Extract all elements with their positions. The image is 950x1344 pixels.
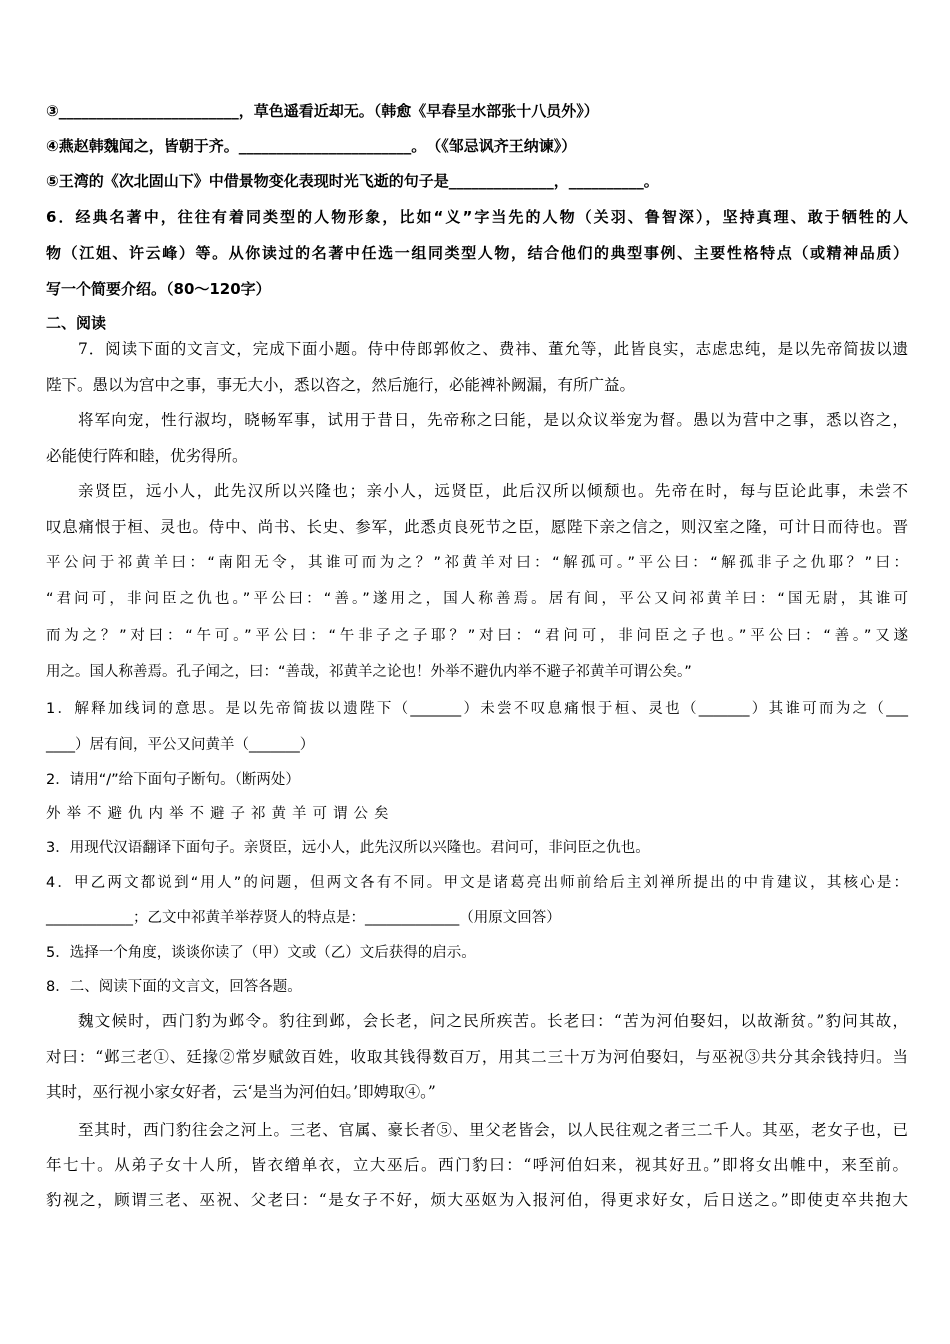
passage-7-line-10: 用之。国人称善焉。孔子闻之，曰：“善哉，祁黄羊之论也！外举不避仇内举不避子祁黄羊可谓公矣。”: [46, 664, 692, 680]
passage-8-line-2: 对曰：“邺三老①、廷掾②常岁赋敛百姓，收取其钱得数百万，用其二三十万为河伯娶妇，与巫祝③共分其余钱持归。当: [46, 1048, 908, 1066]
passage-7-line-1: 7．阅读下面的文言文，完成下面小题。侍中侍郎郭攸之、费祎、董允等，此皆良实，志虑忠纯，是以先帝简拔以遗: [78, 340, 908, 358]
passage-7-line-5: 亲贤臣，远小人，此先汉所以兴隆也；亲小人，远贤臣，此后汉所以倾颓也。先帝在时，每与臣论此事，未尝不: [78, 482, 908, 500]
question-7-1-line-2: ____）居有间，平公又问黄羊（_______）: [46, 737, 315, 753]
question-7-2-sentence: 外举不避仇内举不避子祁黄羊可谓公矣: [46, 806, 395, 822]
passage-7-line-2: 陛下。愚以为宫中之事，事无大小，悉以咨之，然后施行，必能裨补阙漏，有所广益。: [46, 376, 636, 394]
question-7-3: 3．用现代汉语翻译下面句子。亲贤臣，远小人，此先汉所以兴隆也。君问可，非问臣之仇也。: [46, 840, 650, 856]
passage-7-line-4: 必能使行阵和睦，优劣得所。: [46, 447, 248, 465]
fill-blank-5: ⑤王湾的《次北固山下》中借景物变化表现时光飞逝的句子是______________，__________。: [46, 172, 659, 190]
passage-7-line-6: 叹息痛恨于桓、灵也。侍中、尚书、长史、参军，此悉贞良死节之臣，愿陛下亲之信之，则汉室之隆，可计日而待也。晋: [46, 518, 908, 536]
passage-8-line-4: 至其时，西门豹往会之河上。三老、官属、豪长者⑤、里父老皆会，以人民往观之者三二千人。其巫，老女子也，已: [78, 1121, 908, 1139]
fill-blank-3: ③________________________，草色遥看近却无。（韩愈《早春呈水部张十八员外》）: [46, 102, 599, 120]
passage-7-line-3: 将军向宠，性行淑均，晓畅军事，试用于昔日，先帝称之曰能，是以众议举宠为督。愚以为营中之事，悉以咨之，: [78, 411, 908, 429]
question-7-4-line-1: 4．甲乙两文都说到“用人”的问题，但两文各有不同。甲文是诸葛亮出师前给后主刘禅所提出的中肯建议，其核心是：: [46, 875, 908, 891]
question-7-5: 5．选择一个角度，谈谈你读了（甲）文或（乙）文后获得的启示。: [46, 945, 476, 961]
question-6-line-3: 写一个简要介绍。（80～120字）: [46, 280, 271, 298]
passage-8-line-6: 豹视之，顾谓三老、巫祝、父老曰：“是女子不好，烦大巫妪为入报河伯，得更求好女，后日送之。”即使吏卒共抱大: [46, 1191, 908, 1209]
passage-8-line-5: 年七十。从弟子女十人所，皆衣缯单衣，立大巫后。西门豹曰：“呼河伯妇来，视其好丑。”即将女出帷中，来至前。: [46, 1156, 908, 1174]
passage-7-line-7: 平公问于祁黄羊曰：“南阳无令，其谁可而为之？”祁黄羊对曰：“解孤可。”平公曰：“解孤非子之仇耶？”曰：: [46, 555, 908, 571]
question-7-2: 2．请用“/”给下面句子断句。（断两处）: [46, 772, 300, 788]
question-6-line-2: 物（江姐、许云峰）等。从你读过的名著中任选一组同类型人物，结合他们的典型事例、主要性格特点（或精神品质）: [46, 244, 908, 262]
fill-blank-4: ④燕赵韩魏闻之，皆朝于齐。_______________________。 （《邹忌讽齐王纳谏》）: [46, 137, 577, 155]
question-7-4-line-2: ____________；乙文中祁黄羊举荐贤人的特点是：_____________（用原文回答）: [46, 910, 561, 926]
question-8-title: 8．二、阅读下面的文言文，回答各题。: [46, 979, 302, 995]
passage-8-line-1: 魏文候时，西门豹为邺令。豹往到邺，会长老，问之民所疾苦。长老曰：“苦为河伯娶妇，以故渐贫。”豹问其故，: [78, 1012, 908, 1030]
question-7-1-line-1: 1．解释加线词的意思。是以先帝简拔以遗陛下（_______）未尝不叹息痛恨于桓、灵也（_______）其谁可而为之（___: [46, 701, 908, 717]
section-heading-reading: 二、阅读: [46, 314, 107, 332]
passage-7-line-9: 而为之？”对曰：“午可。”平公曰：“午非子之子耶？”对曰：“君问可，非问臣之子也。”平公曰：“善。”又遂: [46, 628, 908, 644]
question-6-line-1: 6．经典名著中，往往有着同类型的人物形象，比如“义”字当先的人物（关羽、鲁智深），坚持真理、敢于牺牲的人: [46, 208, 908, 226]
passage-7-line-8: “君问可，非问臣之仇也。”平公曰：“善。”遂用之，国人称善焉。居有间，平公又问祁黄羊曰：“国无尉，其谁可: [46, 591, 908, 607]
passage-8-line-3: 其时，巫行视小家女好者，云‘是当为河伯妇。’即娉取④。”: [46, 1083, 436, 1101]
